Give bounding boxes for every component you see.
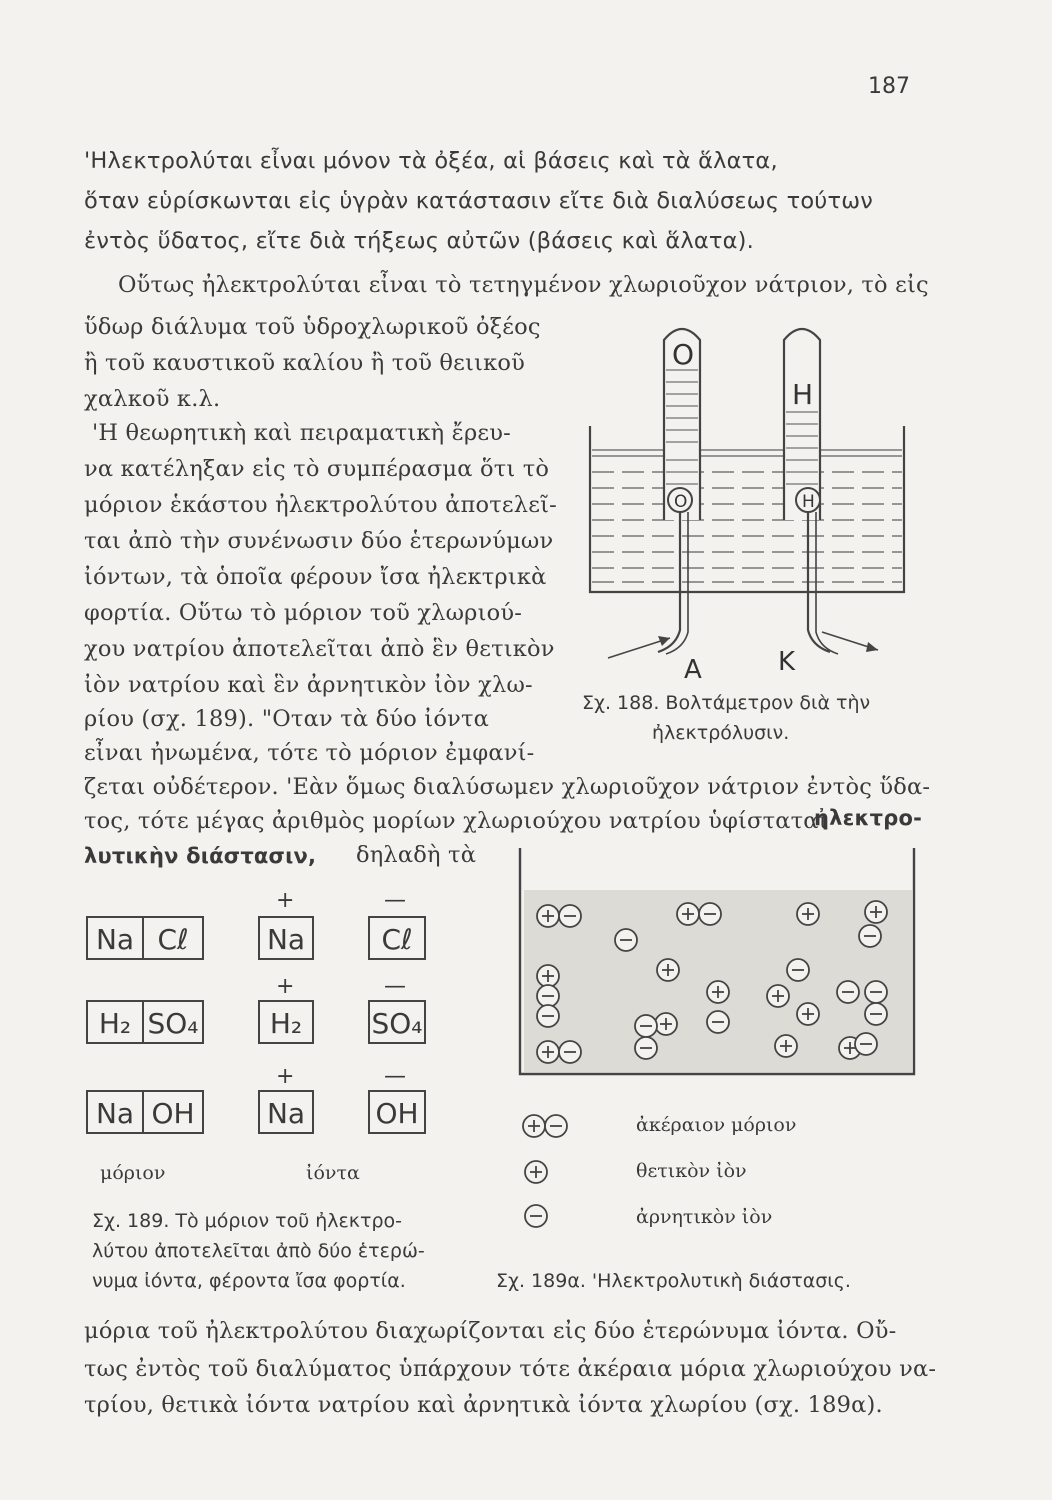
text-line: ζεται οὐδέτερον. 'Εὰν ὅμως διαλύσωμεν χλωριοῦχον νάτριον ἐντὸς ὕδα- (84, 774, 931, 800)
positive-ion-box: Na (258, 1090, 314, 1134)
tube-label-o: O (672, 338, 695, 371)
figure-188-caption: ἠλεκτρόλυσιν. (652, 722, 790, 744)
figure-188-caption: Σχ. 188. Βολτάμετρον διὰ τὴν (582, 692, 871, 714)
text-line: 'Ηλεκτρολύται εἶναι μόνον τὰ ὀξέα, αἱ βάσεις καὶ τὰ ἅλατα, (84, 148, 778, 174)
molecule-part: OH (151, 1097, 195, 1130)
legend-negative-icon (525, 1205, 547, 1227)
plus-sign: + (276, 974, 295, 999)
ions-label: ἰόντα (306, 1162, 360, 1184)
legend-symbols (516, 1110, 586, 1230)
bold-term: ἠλεκτρο- (814, 806, 923, 830)
legend-positive-icon (525, 1161, 547, 1183)
text-line: να κατέληξαν εἰς τὸ συμπέρασμα ὅτι τὸ (84, 456, 550, 482)
positive-ion-box: Na (258, 916, 314, 960)
page-number: 187 (868, 74, 910, 99)
text-line: ἐντὸς ὕδατος, εἴτε διὰ τήξεως αὐτῶν (βάσεις καὶ ἅλατα). (84, 228, 755, 254)
molecule-box (86, 916, 204, 960)
minus-sign: — (384, 888, 406, 913)
molecule-part: H₂ (88, 1002, 144, 1042)
plus-sign: + (276, 1064, 295, 1089)
container (590, 426, 904, 592)
electrode-label-h: H (802, 492, 815, 512)
legend-negative-label: ἀρνητικὸν ἰὸν (636, 1206, 773, 1228)
legend-molecule-icon (523, 1115, 567, 1137)
figure-189-caption: Σχ. 189. Τὸ μόριον τοῦ ἠλεκτρο- (92, 1210, 402, 1232)
legend-molecule-label: ἀκέραιον μόριον (636, 1114, 797, 1136)
text-line: τος, τότε μέγας ἀριθμὸς μορίων χλωριούχου νατρίου ὑφίσταται (84, 808, 828, 834)
negative-ion-box: OH (368, 1090, 426, 1134)
text-line: χαλκοῦ κ.λ. (84, 386, 221, 412)
molecule-part: Cℓ (157, 923, 189, 956)
negative-ion-box: SO₄ (368, 1000, 426, 1044)
molecule-box (86, 1000, 204, 1044)
dissociation-figure (510, 840, 930, 1090)
molecule-label: μόριον (100, 1162, 166, 1184)
text-line: 'Η θεωρητικὴ καὶ πειραματικὴ ἔρευ- (92, 420, 511, 446)
text-line: μόρια τοῦ ἠλεκτρολύτου διαχωρίζονται εἰς δύο ἑτερώνυμα ἰόντα. Οὔ- (84, 1318, 897, 1344)
text-line: Οὕτως ἠλεκτρολύται εἶναι τὸ τετηγμένον χλωριοῦχον νάτριον, τὸ εἰς (118, 272, 929, 298)
text-line: τρίου, θετικὰ ἰόντα νατρίου καὶ ἀρνητικὰ ἰόντα χλωρίου (σχ. 189α). (84, 1392, 883, 1418)
molecule-part: SO₄ (147, 1007, 199, 1040)
text-line: ὅταν εὑρίσκωνται εἰς ὑγρὰν κατάστασιν εἴτε διὰ διαλύσεως τούτων (84, 188, 874, 214)
text-line: τως ἐντὸς τοῦ διαλύματος ὑπάρχουν τότε ἀκέραια μόρια χλωριούχου να- (84, 1356, 937, 1382)
text-line: χου νατρίου ἀποτελεῖται ἀπὸ ἓν θετικὸν (84, 636, 555, 662)
minus-sign: — (384, 1064, 406, 1089)
positive-ion-box: H₂ (258, 1000, 314, 1044)
text-line: εἶναι ἠνωμένα, τότε τὸ μόριον ἐμφανί- (84, 740, 535, 766)
molecule-part: Na (88, 1092, 144, 1132)
figure-189-caption: λύτου ἀποτελεῖται ἀπὸ δύο ἑτερώ- (92, 1240, 425, 1262)
text-line: δηλαδὴ τὰ (356, 842, 477, 868)
figure-189-caption: νυμα ἰόντα, φέροντα ἴσα φορτία. (92, 1270, 406, 1292)
text-line: ἢ τοῦ καυστικοῦ καλίου ἢ τοῦ θειικοῦ (84, 350, 525, 376)
cathode-label: K (778, 647, 796, 677)
figure-189a-caption: Σχ. 189α. 'Ηλεκτρολυτικὴ διάστασις. (496, 1270, 851, 1292)
molecule-box (86, 1090, 204, 1134)
text-line: ἰὸν νατρίου καὶ ἓν ἀρνητικὸν ἰὸν χλω- (84, 672, 533, 698)
bold-term: λυτικὴν διάστασιν, (84, 844, 317, 868)
text-line: ται ἀπὸ τὴν συνένωσιν δύο ἑτερωνύμων (84, 528, 554, 554)
text-line: ρίου (σχ. 189). "Οταν τὰ δύο ἰόντα (84, 706, 489, 732)
voltameter-figure (578, 300, 918, 690)
anode-label: A (684, 655, 702, 685)
minus-sign: — (384, 974, 406, 999)
text-line: φορτία. Οὕτω τὸ μόριον τοῦ χλωριού- (84, 600, 523, 626)
molecule-part: Na (88, 918, 144, 958)
legend-positive-label: θετικὸν ἰὸν (636, 1160, 747, 1182)
electrode-label-o: O (674, 492, 688, 512)
text-line: μόριον ἑκάστου ἠλεκτρολύτου ἀποτελεῖ- (84, 492, 557, 518)
negative-ion-box: Cℓ (368, 916, 426, 960)
plus-sign: + (276, 888, 295, 913)
text-line: ὕδωρ διάλυμα τοῦ ὑδροχλωρικοῦ ὀξέος (84, 314, 541, 340)
text-line: ἰόντων, τὰ ὁποῖα φέρουν ἴσα ἠλεκτρικὰ (84, 564, 547, 590)
liquid-surface (592, 450, 902, 582)
tube-label-h: H (792, 378, 814, 411)
